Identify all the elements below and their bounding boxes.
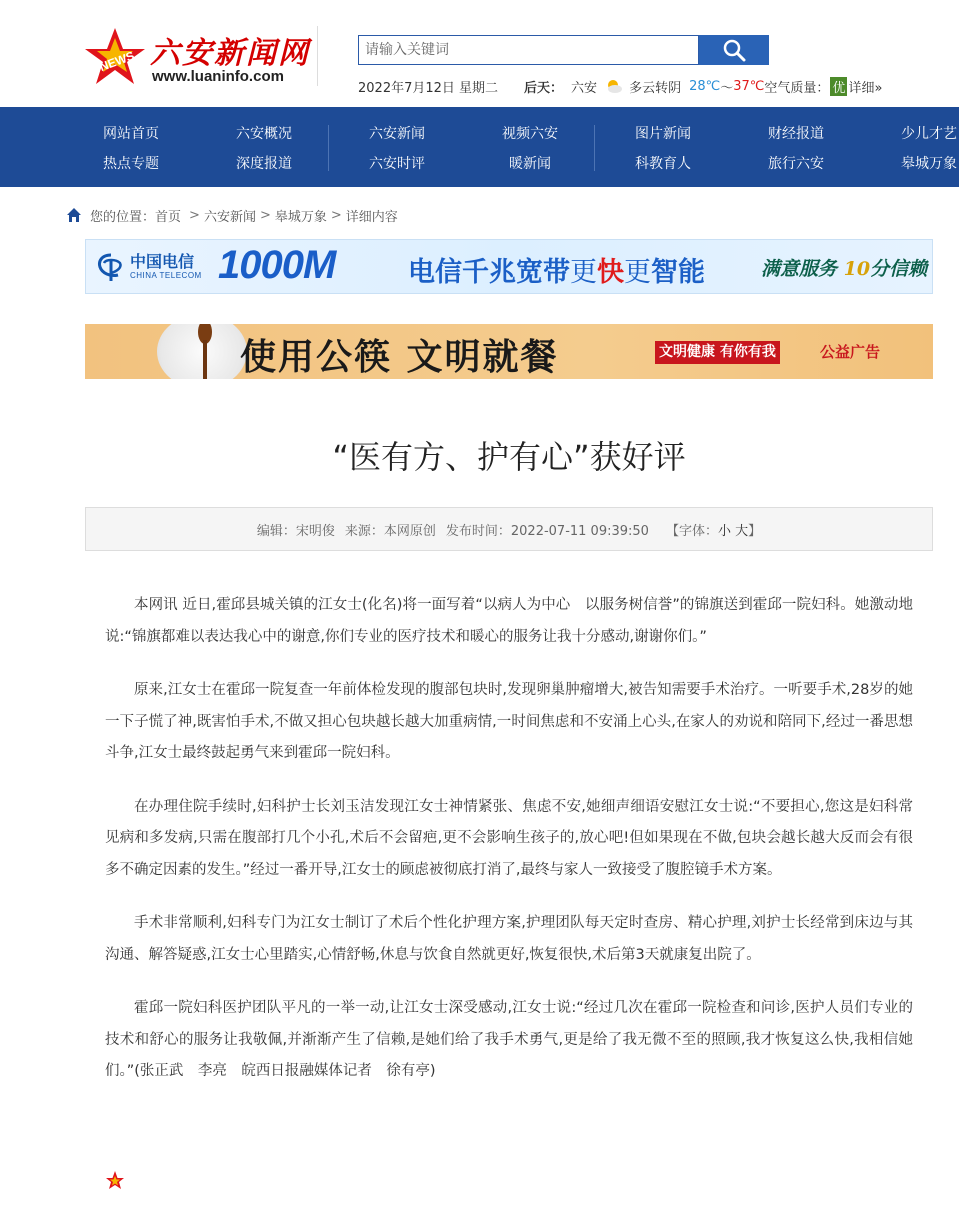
- logo-badge-text: NEWS: [97, 48, 137, 75]
- news-star-icon: [82, 26, 148, 88]
- font-small-button[interactable]: 小: [717, 523, 731, 539]
- article-paragraph: 本网讯 近日,霍邱县城关镇的江女士(化名)将一面写着“以病人为中心 以服务树信誉”的锦旗送到霍邱一院妇科。她激动地说:“锦旗都难以表达我心中的谢意,你们专业的医疗技术和暖心的服务让我十分感动,谢谢你们。”: [105, 597, 913, 645]
- air-quality-badge: 优: [830, 77, 847, 96]
- breadcrumb: [66, 205, 398, 225]
- weather-detail-link[interactable]: 详细»: [848, 80, 883, 96]
- nav-item-video[interactable]: 视频六安: [502, 126, 558, 142]
- nav-item-city[interactable]: 皋城万象: [901, 156, 957, 172]
- font-size-control: [666, 520, 761, 539]
- article-editor: 编辑：宋明俊: [256, 523, 335, 539]
- nav-item-finance[interactable]: 财经报道: [768, 126, 824, 142]
- telecom-brand-cn: 中国电信: [130, 252, 195, 271]
- public-service-ad-banner[interactable]: [85, 324, 933, 379]
- telecom-slogan: [408, 250, 705, 289]
- search-icon: [722, 38, 746, 62]
- info-bar: [358, 76, 882, 96]
- nav-item-kids[interactable]: 少儿才艺: [901, 126, 957, 142]
- breadcrumb-prefix: 您的位置：: [90, 209, 156, 225]
- weather-condition: 多云转阴: [629, 80, 682, 96]
- font-large-button[interactable]: 大: [735, 523, 749, 539]
- article-paragraph: 在办理住院手续时,妇科护士长刘玉洁发现江女士神情紧张、焦虑不安,她细声细语安慰江女士说:“不要担心,您这是妇科常见病和多发病,只需在腹部打几个小孔,术后不会留疤,更不会影响生孩子的,放心吧!但如果现在不做,包块会越长越大反而会有很多不确定因素的发生。”经过一番开导,江女士的顾虑被彻底打消了,最终与家人一致接受了腹腔镜手术方案。: [105, 798, 913, 878]
- article-paragraph: 霍邱一院妇科医护团队平凡的一举一动,让江女士深受感动,江女士说:“经过几次在霍邱一院检查和问诊,医护人员们专业的技术和舒心的服务让我敬佩,并渐渐产生了信赖,是她们给了我手术勇气,更是给了我无微不至的照顾,我才恢复这么快,我相信她们。”(张正武 李亮 皖西日报融媒体记者 徐有亭): [105, 1000, 913, 1079]
- breadcrumb-sep: >: [330, 207, 342, 223]
- nav-row-2: [0, 149, 959, 179]
- article-body: [105, 590, 913, 1110]
- search-box: [358, 35, 699, 65]
- telecom-slogan-4: 更: [624, 257, 651, 288]
- spoon-icon: [197, 324, 213, 379]
- telecom-brand-en: CHINA TELECOM: [130, 271, 202, 280]
- font-size-close: 】: [748, 523, 762, 539]
- site-header: [0, 0, 959, 107]
- article-paragraph: 手术非常顺利,妇科专门为江女士制订了术后个性化护理方案,护理团队每天定时查房、精心护理,刘护士长经常到床边与其沟通、解答疑惑,江女士心里踏实,心情舒畅,休息与饮食自然就更好,恢复很快,术后第3天就康复出院了。: [105, 915, 913, 963]
- nav-item-indepth[interactable]: 深度报道: [236, 156, 292, 172]
- main-nav: [0, 107, 959, 187]
- article-source: 来源：本网原创: [344, 523, 436, 539]
- telecom-slogan-5: 智能: [651, 257, 705, 288]
- weather-label: 后天：: [524, 80, 564, 96]
- nav-separator: [328, 125, 329, 171]
- font-size-label: 【字体：: [665, 523, 718, 539]
- breadcrumb-category[interactable]: 皋城万象: [274, 209, 327, 225]
- telecom-logo: [96, 249, 206, 285]
- public-ad-tag: 文明健康 有你有我: [655, 341, 780, 364]
- nav-item-travel[interactable]: 旅行六安: [768, 156, 824, 172]
- breadcrumb-sep: >: [189, 207, 200, 223]
- nav-row-1: [0, 119, 959, 149]
- nav-item-edu[interactable]: 科教育人: [635, 156, 691, 172]
- breadcrumb-current: 详细内容: [345, 209, 398, 225]
- nav-item-photos[interactable]: 图片新闻: [635, 126, 691, 142]
- temp-range-sep: ～: [720, 80, 734, 96]
- header-divider: [317, 26, 318, 86]
- home-icon: [66, 207, 82, 223]
- logo-title: 六安新闻网: [150, 36, 310, 71]
- temp-low: 28℃: [689, 78, 721, 94]
- telecom-slogan-2: 更: [570, 257, 597, 288]
- current-date: 2022年7月12日 星期二: [358, 80, 499, 96]
- article-title: “医有方、护有心”获好评: [332, 438, 686, 476]
- telecom-ad-banner[interactable]: [85, 239, 933, 294]
- public-ad-label: 公益广告: [820, 343, 881, 361]
- telecom-slogan-1: 电信千兆宽带: [408, 257, 570, 288]
- breadcrumb-home[interactable]: 首页: [155, 209, 182, 225]
- telecom-sat-3: 分信赖: [870, 258, 928, 280]
- search-button[interactable]: [699, 35, 769, 65]
- article-published: 发布时间：2022-07-11 09:39:50: [445, 523, 649, 539]
- article-paragraph: 原来,江女士在霍邱一院复查一年前体检发现的腹部包块时,发现卵巢肿瘤增大,被告知需要手术治疗。一听要手术,28岁的她一下子慌了神,既害怕手术,不做又担心包块越长越大加重病情,一时间焦虑和不安涌上心头,在家人的劝说和陪同下,经过一番思想斗争,江女士最终鼓起勇气来到霍邱一院妇科。: [105, 682, 913, 761]
- nav-item-warm[interactable]: 暖新闻: [509, 156, 551, 172]
- nav-item-home[interactable]: 网站首页: [103, 126, 159, 142]
- nav-item-news[interactable]: 六安新闻: [369, 126, 425, 142]
- search-input[interactable]: [359, 36, 698, 64]
- air-quality-label: 空气质量：: [764, 80, 830, 96]
- telecom-sat-2: 10: [843, 258, 871, 280]
- logo-url: www.luaninfo.com: [152, 68, 284, 85]
- article-meta: [85, 507, 933, 551]
- telecom-logo-icon: [96, 251, 126, 283]
- nav-item-overview[interactable]: 六安概况: [236, 126, 292, 142]
- nav-item-topics[interactable]: 热点专题: [103, 156, 159, 172]
- public-ad-title: 使用公筷 文明就餐: [240, 336, 559, 378]
- nav-separator: [594, 125, 595, 171]
- telecom-speed: 1000M: [218, 243, 336, 287]
- telecom-sat-1: 满意服务: [761, 258, 844, 280]
- breadcrumb-sep: >: [259, 207, 271, 223]
- weather-city: 六安: [571, 80, 598, 96]
- cloudy-sun-icon: [605, 77, 623, 95]
- footer-star-icon: [105, 1170, 125, 1192]
- telecom-slogan-3: 快: [597, 257, 624, 288]
- site-logo[interactable]: [82, 26, 312, 88]
- nav-item-comment[interactable]: 六安时评: [369, 156, 425, 172]
- breadcrumb-news[interactable]: 六安新闻: [203, 209, 256, 225]
- telecom-satisfaction: [761, 254, 927, 281]
- temp-high: 37℃: [733, 78, 765, 94]
